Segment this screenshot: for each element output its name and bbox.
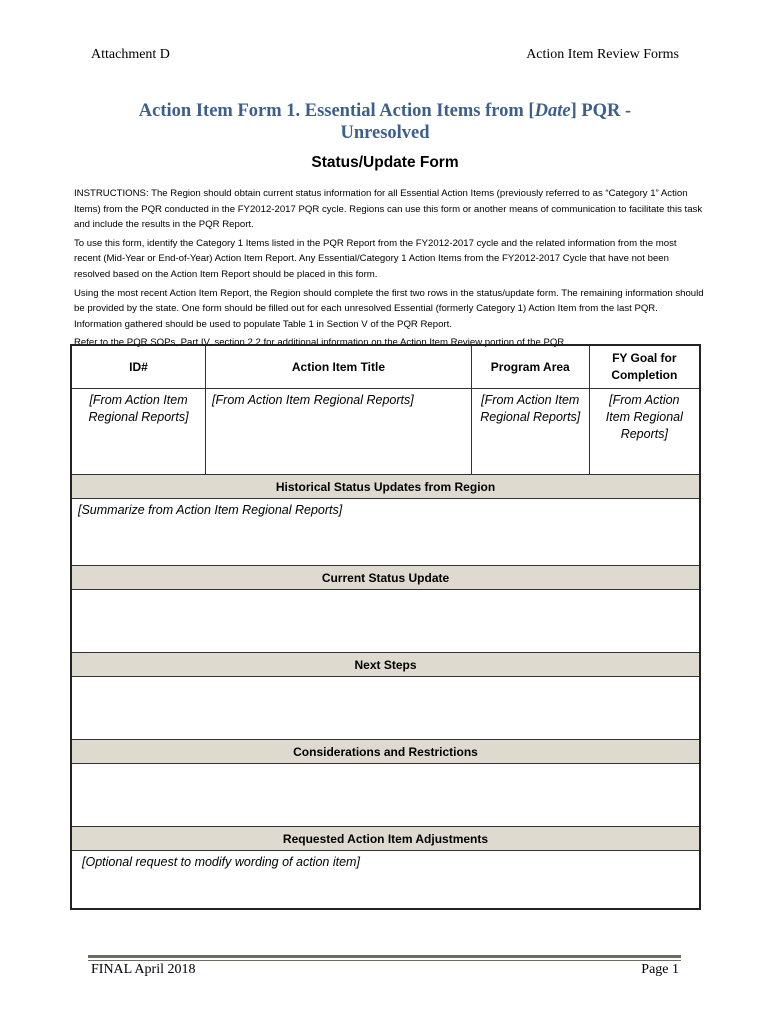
section-requested-adjustments-title: Requested Action Item Adjustments: [71, 827, 700, 851]
cell-id[interactable]: [From Action Item Regional Reports]: [71, 389, 206, 475]
header-fy-goal: FY Goal for Completion: [589, 345, 700, 389]
title-date-placeholder: Date: [534, 101, 571, 121]
title-line2: Unresolved: [340, 123, 430, 143]
form-title: [100, 100, 670, 144]
section-current-status-title: Current Status Update: [71, 566, 700, 590]
section-requested-adjustments-content[interactable]: [Optional request to modify wording of action item]: [71, 851, 700, 910]
header-program-area: Program Area: [471, 345, 589, 389]
instructions: [74, 186, 704, 354]
section-next-steps-title: Next Steps: [71, 653, 700, 677]
section-historical-status-title: Historical Status Updates from Region: [71, 475, 700, 499]
instructions-paragraph: Using the most recent Action Item Report, the Region should complete the first two rows in the status/update form. The remaining information should be provided by the state. One form should be filled out for each unresolved Essential (formerly Category 1) Action Item from the last PQR. Information gathered should be used to populate Table 1 in Section V of the PQR Report.: [74, 287, 704, 330]
section-historical-status-content[interactable]: [Summarize from Action Item Regional Reports]: [71, 499, 700, 566]
instructions-paragraph: Refer to the PQR SOPs, Part IV, section 2.2 for additional information on the Action Item Review portion of the PQR.: [74, 337, 567, 349]
title-prefix: Action Item Form 1. Essential Action Items from [: [138, 101, 535, 121]
footer-rule: [88, 955, 681, 958]
instructions-paragraph: INSTRUCTIONS: The Region should obtain current status information for all Essential Action Items (previously referred to as “Category 1” Action Items) from the PQR conducted in the FY2012-2017 PQR cycle. Regions can use this form or another means of communication to facilitate this task and include the results in the PQR Report.: [74, 188, 703, 231]
section-considerations-content[interactable]: [71, 764, 700, 827]
header-action-item-title: Action Item Title: [206, 345, 472, 389]
form-subtitle: Status/Update Form: [311, 154, 459, 171]
footer-left: FINAL April 2018: [91, 962, 196, 977]
header-id: ID#: [71, 345, 206, 389]
footer-rule-thin: [88, 960, 681, 961]
page-number: Page 1: [641, 962, 679, 977]
instructions-paragraph: To use this form, identify the Category 1 Items listed in the PQR Report from the FY2012-2017 cycle and the related information from the most recent (Mid-Year or End-of-Year) Action Item Report. Any Essential/Category 1 Action Items from the FY2012-2017 Cycle that have not been resolved based on the Action Item Report should be placed in this form.: [74, 237, 677, 280]
header-left: Attachment D: [91, 47, 170, 62]
status-update-table: [70, 344, 701, 910]
section-considerations-title: Considerations and Restrictions: [71, 740, 700, 764]
cell-program-area[interactable]: [From Action Item Regional Reports]: [471, 389, 589, 475]
section-current-status-content[interactable]: [71, 590, 700, 653]
cell-fy-goal[interactable]: [From Action Item Regional Reports]: [589, 389, 700, 475]
header-right: Action Item Review Forms: [526, 47, 679, 62]
cell-action-item-title[interactable]: [From Action Item Regional Reports]: [206, 389, 472, 475]
title-suffix: ] PQR -: [570, 101, 632, 121]
section-next-steps-content[interactable]: [71, 677, 700, 740]
